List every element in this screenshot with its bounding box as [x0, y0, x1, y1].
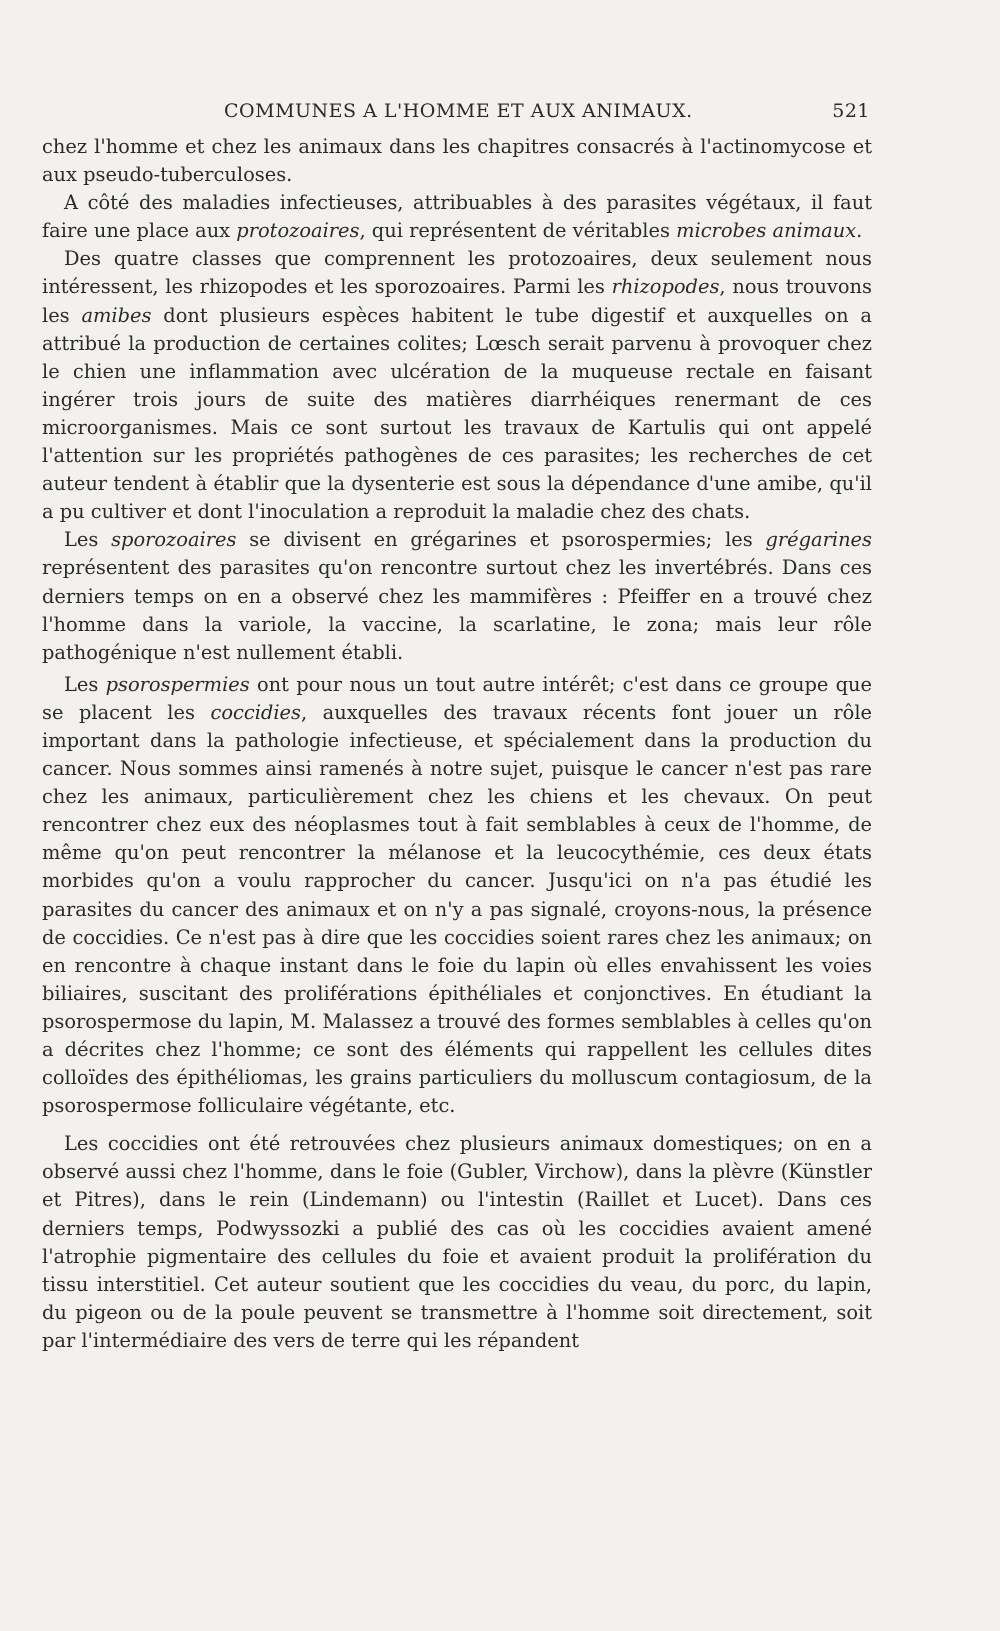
text-run: Des quatre classes que comprennent les protozoaires, deux seulement nous intéressent, les rhizopodes et les sporozoaires. Parmi les: [42, 247, 872, 299]
paragraph: [42, 526, 872, 666]
text-run: Les coccidies ont été retrouvées chez plusieurs animaux domestiques; on en a observé aussi chez l'homme, dans le foie (Gubler, Virchow), dans la plèvre (Künstler et Pitres), dans le rein (Lindemann) ou l'intestin (Raillet et Lucet). Dans ces derniers temps, Podwyssozki a publié des cas où les coccidies avaient amené l'atrophie pigmentaire des cellules du foie et avaient produit la prolifération du tissu interstitiel. Cet auteur soutient que les coccidies du veau, du porc, du lapin, du pigeon ou de la poule peuvent se transmettre à l'homme soit directement, soit par l'intermédiaire des vers de terre qui les répandent: [42, 1132, 872, 1352]
page-header: [42, 100, 870, 128]
text-run: , qui représentent de véritables: [359, 219, 677, 243]
text-run: , auxquelles des travaux récents font jouer un rôle important dans la pathologie infectieuse, et spécialement dans la production du cancer. Nous sommes ainsi ramenés à notre sujet, puisque le cancer n'est pas rare chez les animaux, particulièrement chez les chiens et les chevaux. On peut rencontrer chez eux des néoplasmes tout à fait semblables à ceux de l'homme, de même qu'on peut rencontrer la mélanose et la leucocythémie, ces deux états morbides qu'on a voulu rapprocher du cancer. Jusqu'ici on n'a pas étudié les parasites du cancer des animaux et on n'y a pas signalé, croyons-nous, la présence de coccidies. Ce n'est pas à dire que les coccidies soient rares chez les animaux; on en rencontre à chaque instant dans le foie du lapin où elles envahissent les voies biliaires, suscitant des proliférations épithéliales et conjonctives. En étudiant la psorospermose du lapin, M. Malassez a trouvé des formes semblables à celles qu'on a décrites chez l'homme; ce sont des éléments qui rappellent les cellules dites colloïdes des épithéliomas, les grains particuliers du molluscum contagiosum, de la psorospermose folliculaire végétante, etc.: [42, 700, 872, 1118]
text-run: chez l'homme et chez les animaux dans les chapitres consacrés à l'actinomycose et aux pseudo-tuberculoses.: [42, 135, 872, 187]
italic-term: psorospermies: [105, 672, 250, 696]
italic-term: grégarines: [765, 528, 872, 552]
running-title: COMMUNES A L'HOMME ET AUX ANIMAUX.: [224, 100, 693, 122]
text-run: Les: [64, 672, 106, 696]
italic-term: coccidies: [210, 700, 301, 724]
text-run: , nous trouvons les: [42, 275, 872, 327]
italic-term: sporozoaires: [111, 528, 237, 552]
text-run: A côté des maladies infectieuses, attribuables à des parasites végétaux, il faut faire une place aux: [42, 191, 872, 243]
italic-term: amibes: [81, 303, 152, 327]
page-number: 521: [832, 100, 870, 122]
text-run: Les: [64, 528, 112, 552]
paragraph: [42, 1130, 872, 1355]
text-run: représentent des parasites qu'on rencontre surtout chez les invertébrés. Dans ces derniers temps on en a observé chez les mammifères : Pfeiffer en a trouvé chez l'homme dans la variole, la vaccine, la scarlatine, le zona; mais leur rôle pathogénique n'est nullement établi.: [42, 556, 872, 664]
italic-term: protozoaires: [236, 219, 360, 243]
paragraph: [42, 133, 872, 189]
body-text: [42, 133, 872, 1355]
italic-term: rhizopodes: [611, 275, 720, 299]
text-run: ont pour nous un tout autre intérêt; c'est dans ce groupe que se placent les: [42, 672, 873, 724]
paragraph: [42, 671, 872, 1121]
paragraph: [42, 189, 872, 245]
text-run: dont plusieurs espèces habitent le tube digestif et auxquelles on a attribué la production de certaines colites; Lœsch serait parvenu à provoquer chez le chien une inflammation avec ulcération de la muqueuse rectale en faisant ingérer trois jours de suite des matières diarrhéiques renermant de ces microorganismes. Mais ce sont surtout les travaux de Kartulis qui ont appelé l'attention sur les propriétés pathogènes de ces parasites; les recherches de cet auteur tendent à établir que la dysenterie est sous la dépendance d'une amibe, qu'il a pu cultiver et dont l'inoculation a reproduit la maladie chez des chats.: [42, 303, 872, 524]
paragraph: [42, 245, 872, 526]
italic-term: microbes animaux.: [676, 219, 863, 243]
text-run: se divisent en grégarines et psorospermies; les: [236, 528, 766, 552]
